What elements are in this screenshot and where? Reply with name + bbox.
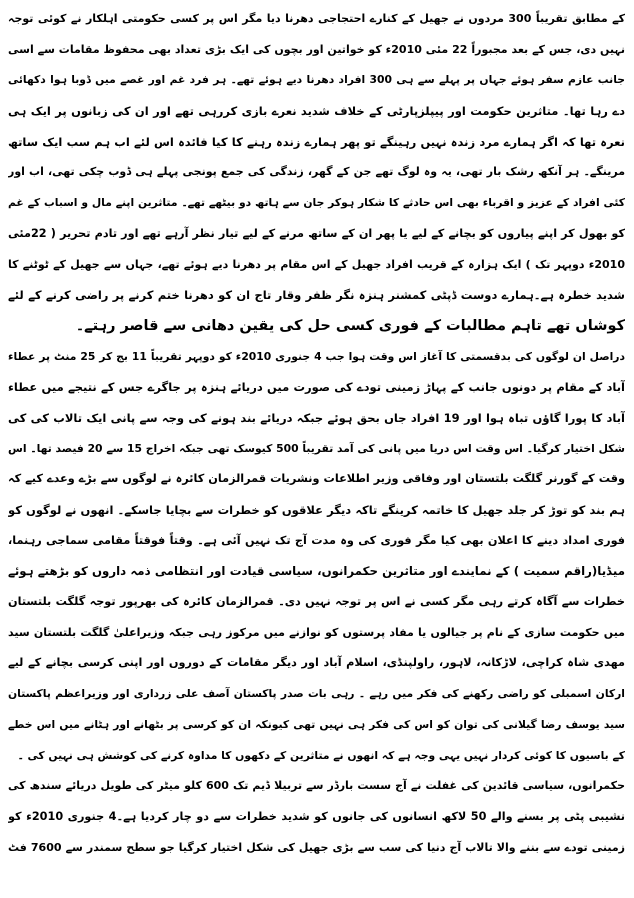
text-line: نہیں دی، جس کے بعد مجبوراً 22 مئی 2010ء کو خواتین اور بچوں کی ایک بڑی تعداد بھی محفوظ مقامات سے اسی (8, 42, 625, 56)
text-line: کئی افراد کے عزیز و اقرباء بھی اس حادثے کا شکار ہوکر جان سے ہاتھ دو بیٹھے تھے۔ متاثرین اپنے مال و اسباب کے غم (8, 196, 625, 210)
text-line: شکل اختیار کرگیا۔ اس وقت اس دریا میں پانی کی آمد تقریباً 500 کیوسک تھی جبکہ اخراج 15 سے 20 فیصد تھا۔ اس (8, 441, 625, 455)
text-line: فوری امداد دینے کا اعلان بھی کیا مگر فوری کی وہ مدت آج تک نہیں آئی ہے۔ وقتاً فوقتاً مقامی سماجی رہنما، (8, 533, 625, 547)
text-line: شدید خطرہ ہے۔ہمارے دوست ڈپٹی کمشنر ہنزہ نگر ظفر وقار تاج ان کو دھرنا ختم کرنے پر راضی کرنے کے لئے (8, 288, 625, 303)
text-line: نعرہ تھا کہ اگر ہمارے مرد زندہ نہیں رہینگے تو پھر ہمارے زندہ رہنے کا کیا فائدہ اس لئے اب ہم سب ایک ساتھ (8, 134, 625, 149)
text-line: مرینگے۔ ہر آنکھ رشک بار تھی، یہ وہ لوگ تھے جن کے گھر، زندگی کی جمع پونجی پہلے ہی ڈوب چکی تھی، اب اور (8, 165, 625, 179)
paragraph-1 (8, 4, 625, 342)
text-line: کے باسیوں کا کوئی کردار نہیں یہی وجہ ہے کہ انھوں نے متاثرین کے دکھوں کا مداوہ کرنے کی کوشش ہی نہیں کی ۔ (17, 748, 625, 762)
text-line: آباد کا پورا گاؤں تباہ ہوا اور 19 افراد جاں بحق ہوئے جبکہ دریائے بند ہونے کی وجہ سے پانی ایک تالاب کی کی (8, 410, 625, 425)
text-line: مھدی شاہ کراچی، لاڑکانہ، لاہور، راولپنڈی، اسلام آباد اور دیگر مقامات کے دوروں اور اپنی کرسی بچانے کے لیے (8, 656, 625, 670)
paragraph-3 (8, 771, 625, 863)
text-line: خطرات سے آگاہ کرتے رہی مگر کسی نے اس پر توجہ نہیں دی۔ قمرالزمان کائرہ کی بھرپور توجہ گلگت بلتستان (8, 595, 625, 609)
text-line: 2010ء دوپہر تک ) ایک ہزارہ کے قریب افراد جھیل کے اس مقام پر دھرنا دیے ہوئے تھے، جہاں سے جھیل کے ٹوٹنے کا (8, 257, 625, 271)
text-line: کو بھول کر اپنے پیاروں کو بچانے کے لیے یا پھر ان کے ساتھ مرنے کے لیے تیار نظر آرہے تھے اور تادم تحریر ( 22مئی (8, 226, 625, 240)
paragraph-2 (8, 342, 625, 772)
text-line: سید یوسف رضا گیلانی کی توان کو اس کی فکر ہی نہیں تھی کیونکہ ان کو کرسی پر بٹھانے اور ہٹانے میں اس خطے (8, 717, 625, 731)
text-line: جانب عازم سفر ہوئے جہاں پر پہلے سے ہی 300 افراد دھرنا دیے ہوئے تھے۔ ہر فرد غم اور غصے میں ڈوبا ہوا دکھائی (8, 73, 625, 87)
text-line: دے رہا تھا۔ متاثرین حکومت اور پیپلزپارٹی کے خلاف شدید نعرے بازی کررہی تھے اور ان کی زبانوں پر ایک ہی (8, 104, 625, 119)
text-line: آباد کے مقام پر دونوں جانب کے پہاڑ زمینی تودے کی صورت میں دریائے ہنزہ پر جاگرے جس کے نتیجے میں عطاء (8, 380, 625, 395)
text-line: کوشاں تھے تاہم مطالبات کے فوری کسی حل کی یقین دھانی سے قاصر رہتے۔ (75, 317, 625, 334)
text-line: نشیبی پٹی پر بسنے والے 50 لاکھ انسانوں کی جانوں کو شدید خطرات سے دو چار کردیا ہے۔4 جنوری 2010ء کو (8, 809, 625, 823)
text-line: زمینی تودے سے بننے والا تالاب آج دنیا کی سب سے بڑی جھیل کی شکل اختیار کرگیا جو سطح سمندر سے 7600 فٹ (8, 840, 625, 854)
text-line: ارکان اسمبلی کو راضی رکھنے کی فکر میں رہے ۔ رہی بات صدر پاکستان آصف علی زرداری اور وزیراعظم پاکستان (8, 687, 625, 701)
text-line: حکمرانوں، سیاسی قائدین کی غفلت نے آج سست بارڈر سے تربیلا ڈیم تک 600 کلو میٹر کی طویل دریائے سندھ کی (8, 779, 625, 793)
text-line: دراصل ان لوگوں کی بدقسمتی کا آغاز اس وقت ہوا جب 4 جنوری 2010ء کو دوپہر تقریباً 11 بج کر 25 منٹ پر عطاء (8, 349, 625, 363)
text-line: کے مطابق تقریباً 300 مردوں نے جھیل کے کنارے احتجاجی دھرنا دیا مگر اس پر کسی حکومتی اہلکار نے کوئی توجہ (8, 12, 625, 25)
text-line: ہم بند کو توڑ کر جلد جھیل کا خاتمہ کرینگے تاکہ دیگر علاقوں کو خطرات سے بچایا جاسکے۔ انھوں نے لوگوں کو (8, 503, 625, 517)
text-line: میڈیا(راقم سمیت ) کے نمایندے اور متاثرین حکمرانوں، سیاسی قیادت اور انتظامی ذمہ داروں کو بڑھتے ہوئے (8, 564, 625, 579)
text-line: میں حکومت سازی کے نام پر جیالوں یا مفاد پرستوں کو نوازنے میں مرکوز رہی جبکہ وزیراعلیٰ گلگت بلتستان سید (8, 625, 625, 639)
text-line: وقت کے گورنر گلگت بلتستان اور وفاقی وزیر اطلاعات ونشریات قمرالزمان کائرہ نے لوگوں سے بڑے وعدے کیے کہ (8, 472, 625, 486)
